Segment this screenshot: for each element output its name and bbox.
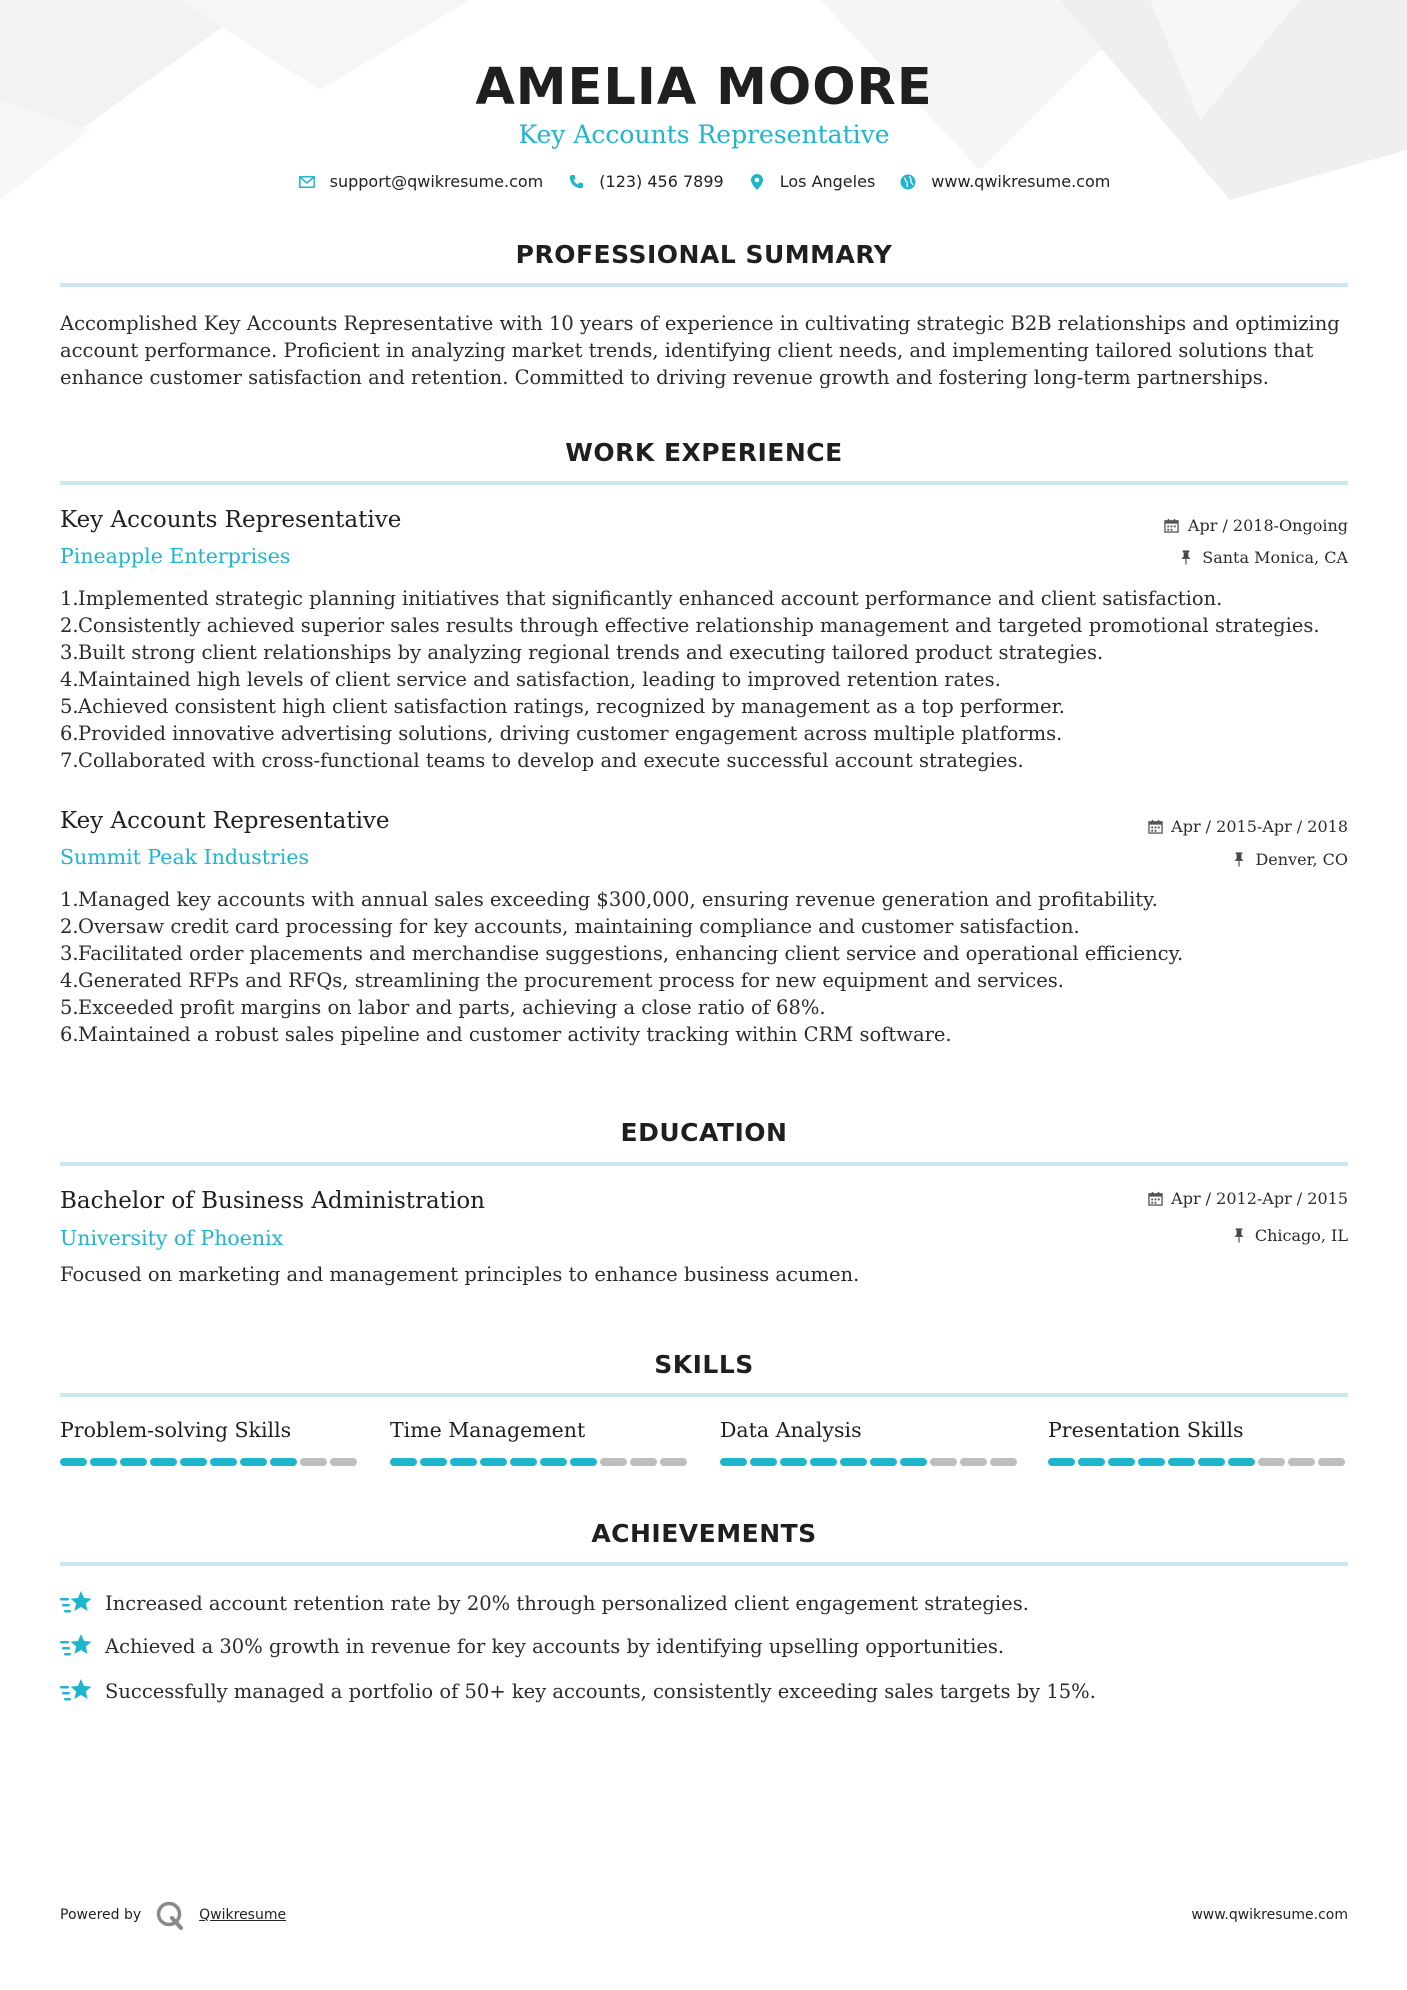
pushpin-icon [1231,1228,1247,1244]
pushpin-icon [1231,852,1247,868]
envelope-icon [298,173,316,191]
dates-text: Apr / 2018-Ongoing [1187,516,1348,535]
list-item: 1. Managed key accounts with annual sales exceeding $300,000, ensuring revenue generation and profitability. [60,888,1158,911]
skill-item [390,1418,690,1466]
skill-segment-empty [330,1458,357,1466]
job-dates [1147,817,1348,836]
skill-label: Data Analysis [720,1418,862,1442]
list-item: 2. Consistently achieved superior sales results through effective relationship management and targeted promotional strategies. [60,614,1320,637]
shooting-star-icon [60,1631,94,1661]
map-pin-icon [748,173,766,191]
education-dates [1147,1189,1348,1208]
skill-level-bar [60,1458,360,1466]
achievements-divider [60,1562,1348,1566]
phone-icon [567,173,585,191]
location-text: Los Angeles [779,172,876,191]
achievements-heading: ACHIEVEMENTS [591,1519,817,1548]
skill-label: Time Management [390,1418,586,1442]
calendar-icon [1147,819,1163,835]
list-item: 3. Built strong client relationships by analyzing regional trends and executing tailored product strategies. [60,641,1104,664]
skill-segment-filled [870,1458,897,1466]
job-location [1231,850,1348,869]
degree-title: Bachelor of Business Administration [60,1188,485,1214]
job-bullets [60,886,1348,1048]
dates-text: Apr / 2015-Apr / 2018 [1171,817,1348,836]
phone-text: (123) 456 7899 [599,172,724,191]
list-item: 6. Maintained a robust sales pipeline and customer activity tracking within CRM software. [60,1023,952,1046]
qwikresume-link[interactable]: Qwikresume [199,1907,287,1923]
company-name: Pineapple Enterprises [60,544,291,568]
skill-segment-filled [150,1458,177,1466]
summary-line: account performance. Proficient in analyzing market trends, identifying client needs, and implementing tailored solutions that [60,339,1314,362]
skill-segment-filled [180,1458,207,1466]
summary-line: Accomplished Key Accounts Representative with 10 years of experience in cultivating strategic B2B relationships and optimizing [60,312,1340,335]
achievement-item [60,1588,1029,1618]
skill-segment-empty [1288,1458,1315,1466]
skill-segment-empty [1258,1458,1285,1466]
skill-segment-filled [1078,1458,1105,1466]
list-item: 3. Facilitated order placements and merchandise suggestions, enhancing client service and operational efficiency. [60,942,1184,965]
achievement-item [60,1676,1096,1706]
achievement-text: Achieved a 30% growth in revenue for key accounts by identifying upselling opportunities. [105,1634,1005,1658]
skill-segment-empty [930,1458,957,1466]
skill-item [60,1418,360,1466]
skill-segment-filled [60,1458,87,1466]
summary-divider [60,283,1348,287]
job-bullets [60,585,1348,774]
skill-segment-filled [840,1458,867,1466]
website-text: www.qwikresume.com [931,172,1111,191]
qwikresume-logo-icon [155,1900,185,1930]
education-heading: EDUCATION [620,1118,788,1147]
skill-level-bar [1048,1458,1348,1466]
skill-segment-filled [390,1458,417,1466]
skill-segment-filled [1198,1458,1225,1466]
candidate-title: Key Accounts Representative [518,120,890,149]
pushpin-icon [1178,550,1194,566]
list-item: 5. Achieved consistent high client satisfaction ratings, recognized by management as a top performer. [60,695,1065,718]
contact-location [748,172,876,191]
dates-text: Apr / 2012-Apr / 2015 [1171,1189,1348,1208]
list-item: 2. Oversaw credit card processing for key accounts, maintaining compliance and customer satisfaction. [60,915,1080,938]
skill-segment-filled [570,1458,597,1466]
achievement-item [60,1631,1004,1661]
list-item: 1. Implemented strategic planning initiatives that significantly enhanced account performance and client satisfaction. [60,587,1223,610]
contact-phone[interactable] [567,172,723,191]
summary-heading: PROFESSIONAL SUMMARY [515,240,893,269]
skill-segment-filled [720,1458,747,1466]
skill-segment-empty [600,1458,627,1466]
skill-level-bar [720,1458,1020,1466]
job-title: Key Accounts Representative [60,507,402,533]
skill-segment-filled [750,1458,777,1466]
skill-segment-filled [900,1458,927,1466]
skill-segment-filled [210,1458,237,1466]
contact-bar [60,172,1348,191]
calendar-icon [1147,1191,1163,1207]
education-description: Focused on marketing and management principles to enhance business acumen. [60,1263,860,1286]
list-item: 7. Collaborated with cross-functional teams to develop and execute successful account strategies. [60,749,1024,772]
contact-email[interactable] [298,172,544,191]
skill-label: Presentation Skills [1048,1418,1244,1442]
location-text: Chicago, IL [1254,1226,1348,1245]
skill-segment-empty [990,1458,1017,1466]
powered-by-label: Powered by [60,1907,142,1923]
skill-segment-filled [1108,1458,1135,1466]
skill-segment-empty [1318,1458,1345,1466]
achievement-text: Successfully managed a portfolio of 50+ key accounts, consistently exceeding sales targets by 15%. [105,1679,1096,1703]
list-item: 6. Provided innovative advertising solutions, driving customer engagement across multiple platforms. [60,722,1063,745]
experience-heading: WORK EXPERIENCE [565,438,843,467]
skill-segment-filled [810,1458,837,1466]
summary-line: enhance customer satisfaction and retention. Committed to driving revenue growth and fostering long-term partnerships. [60,366,1269,389]
experience-divider [60,481,1348,485]
email-text: support@qwikresume.com [329,172,544,191]
footer-powered-by [60,1900,286,1930]
globe-icon [899,173,917,191]
job-title: Key Account Representative [60,808,390,834]
skill-segment-empty [960,1458,987,1466]
skill-item [720,1418,1020,1466]
skill-segment-empty [630,1458,657,1466]
footer-website-link[interactable]: www.qwikresume.com [1191,1907,1348,1923]
shooting-star-icon [60,1676,94,1706]
job-dates [1164,516,1348,535]
contact-website[interactable] [899,172,1110,191]
job-location [1178,548,1348,567]
skill-segment-filled [1168,1458,1195,1466]
skill-label: Problem-solving Skills [60,1418,292,1442]
candidate-name: AMELIA MOORE [475,58,933,117]
list-item: 4. Generated RFPs and RFQs, streamlining the procurement process for new equipment and services. [60,969,1064,992]
shooting-star-icon [60,1588,94,1618]
company-name: Summit Peak Industries [60,845,309,869]
skill-segment-filled [1048,1458,1075,1466]
skill-segment-empty [660,1458,687,1466]
calendar-icon [1164,518,1180,534]
education-divider [60,1162,1348,1166]
skill-segment-filled [540,1458,567,1466]
skill-segment-filled [510,1458,537,1466]
list-item: 4. Maintained high levels of client service and satisfaction, leading to improved retention rates. [60,668,1001,691]
skill-item [1048,1418,1348,1466]
summary-text [60,310,1348,391]
skill-segment-filled [240,1458,267,1466]
skill-level-bar [390,1458,690,1466]
skills-heading: SKILLS [654,1350,754,1379]
skill-segment-filled [420,1458,447,1466]
skill-segment-filled [1138,1458,1165,1466]
school-name: University of Phoenix [60,1226,284,1250]
skill-segment-filled [780,1458,807,1466]
skill-segment-empty [300,1458,327,1466]
skill-segment-filled [480,1458,507,1466]
skill-segment-filled [450,1458,477,1466]
location-text: Santa Monica, CA [1202,548,1348,567]
achievement-text: Increased account retention rate by 20% through personalized client engagement strategies. [105,1591,1029,1615]
skill-segment-filled [90,1458,117,1466]
location-text: Denver, CO [1255,850,1348,869]
skill-segment-filled [270,1458,297,1466]
resume-page [60,0,1348,1990]
skill-segment-filled [120,1458,147,1466]
list-item: 5. Exceeded profit margins on labor and parts, achieving a close ratio of 68%. [60,996,826,1019]
skill-segment-filled [1228,1458,1255,1466]
skills-divider [60,1393,1348,1397]
education-location [1231,1226,1348,1245]
